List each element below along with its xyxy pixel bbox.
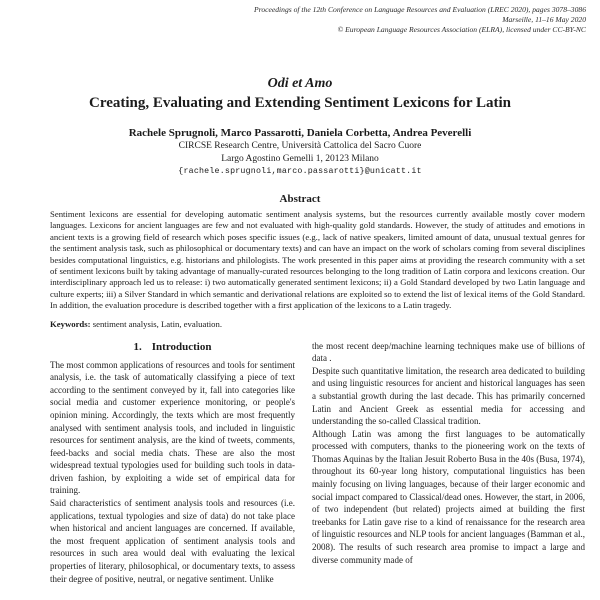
right-column <box>312 340 585 586</box>
affiliation-line-1: CIRCSE Research Centre, Università Cattolica del Sacro Cuore <box>178 141 422 152</box>
authors-line: Rachele Sprugnoli, Marco Passarotti, Daniela Corbetta, Andrea Peverelli <box>128 127 472 140</box>
section-1-number: 1. <box>133 340 142 353</box>
affiliation-line-2: Largo Agostino Gemelli 1, 20123 Milano <box>221 153 379 164</box>
two-column-body <box>50 340 585 586</box>
intro-paragraph-1: The most common applications of resources and tools for sentiment analysis, i.e. the task of automatically classifying a piece of text according to the sentiment conveyed by it, fall into categories like social media and customer experience monitoring, or people's opinion mining. Accordingly, the texts which are most frequently analysed with sentiment analysis tools, and included in linguistic resources for sentiment analysis, are the kind of tweets, comments, feed-backs and social media chats. These are also the most widespread textual typologies used for building such tools in data-driven fashion, by exploiting a wide set of empirical data for training. <box>50 359 295 496</box>
abstract-heading: Abstract <box>279 192 321 205</box>
section-1-title: Introduction <box>151 340 212 353</box>
proceedings-header-line-2: Marseille, 11–16 May 2020 <box>502 14 586 24</box>
author-block <box>0 127 600 178</box>
title-block <box>0 76 600 113</box>
keywords-line <box>50 319 585 330</box>
keywords-text: sentiment analysis, Latin, evaluation. <box>90 318 223 329</box>
intro-paragraph-3: the most recent deep/machine learning techniques make use of billions of data . <box>312 340 585 364</box>
author-email: {rachele.sprugnoli,marco.passarotti}@unicatt.it <box>178 167 422 177</box>
proceedings-header-line-3: © European Language Resources Association (ELRA), licensed under CC-BY-NC <box>337 24 586 34</box>
paper-title-italic: Odi et Amo <box>267 76 333 92</box>
section-1-heading <box>50 341 295 353</box>
intro-paragraph-4: Despite such quantitative limitation, the research area dedicated to building and using linguistic resources for ancient and historical languages has seen a substantial growth during the last decade. This has primarily concerned Latin and Ancient Greek as essential media for accessing and understanding the so-called Classical tradition. <box>312 365 585 427</box>
intro-paragraph-5: Although Latin was among the first languages to be automatically processed with computers, thanks to the pioneering work on the texts of Thomas Aquinas by the Italian Jesuit Roberto Busa in the 40s (Busa, 1974), throughout its 60-year long history, computational linguistics has been mainly focusing on living languages, because of their larger economic and social impact compared to Classical/dead ones. However, the start, in 2006, of two independent (but related) projects aimed at building the first treebanks for Latin gave rise to a kind of renaissance for the research area of linguistic resources and NLP tools for ancient languages (Bamman et al., 2008). The results of such research area promise to impact a large and diverse community made of <box>312 428 585 565</box>
abstract-text: Sentiment lexicons are essential for developing automatic sentiment analysis systems, but the resources currently available mostly cover modern languages. Lexicons for ancient languages are few and not evaluated with high-quality gold standards. However, the study of attitudes and emotions in ancient texts is a growing field of research which poses specific issues (e.g., lack of native speakers, limited amount of data, unusual textual genres for the sentiment analysis task, such as philosophical or documentary texts) and can have an impact on the work of scholars coming from several disciplines besides computational linguistics, e.g. historians and philologists. The work presented in this paper aims at providing the research community with a set of sentiment lexicons built by taking advantage of manually-curated resources belonging to the long tradition of Latin corpora and lexicons creation. Our interdisciplinary approach led us to release: i) two automatically generated sentiment lexicons; ii) a Gold Standard developed by two Latin language and culture experts; iii) a Silver Standard in which semantic and derivational relations are exploited so to extend the list of lexical items of the Gold Standard. In addition, the evaluation procedure is described together with a first application of the lexicons to a Latin tragedy. <box>50 208 585 311</box>
left-column <box>50 340 295 586</box>
intro-paragraph-2: Said characteristics of sentiment analysis tools and resources (i.e. applications, textual typologies and size of data) do not take place when historical and ancient languages are concerned. If available, the most frequent application of sentiment analysis tools and resources in such area would deal with evaluating the lexical properties of literary, philosophical, or documentary texts, to assess their degree of positive, neutral, or negative sentiment. Unlike <box>50 498 295 584</box>
proceedings-header <box>0 0 600 34</box>
paper-title-main: Creating, Evaluating and Extending Sentiment Lexicons for Latin <box>89 95 511 112</box>
keywords-label: Keywords: <box>50 318 91 329</box>
proceedings-header-line-1: Proceedings of the 12th Conference on Language Resources and Evaluation (LREC 2020), pages 3078–3086 <box>254 5 586 14</box>
